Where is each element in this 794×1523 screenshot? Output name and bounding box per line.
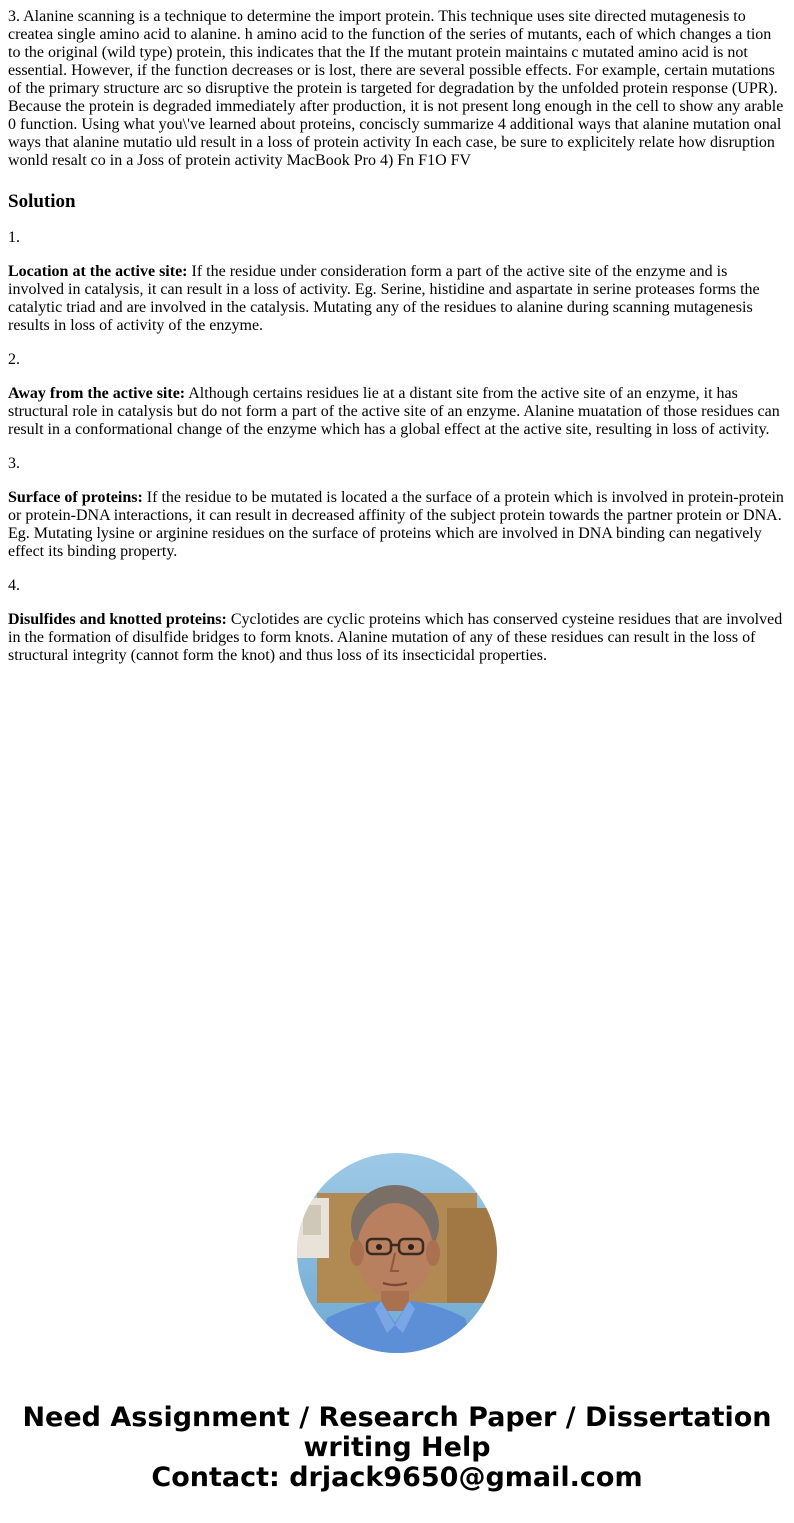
contact-footer [0,1403,794,1493]
footer-contact-line: Contact: drjack9650@gmail.com [151,1462,643,1493]
point-number-3: 3. [8,455,20,472]
point-paragraph-2 [8,385,786,439]
point-text-3: If the residue to be mutated is located a the surface of a protein which is involved in protein-protein or protein-DNA interactions, it can result in decreased affinity of the subject protein towards the partner protein or DNA. Eg. Mutating lysine or arginine residues on the surface of proteins which are involved in DNA binding can negatively effect its binding property. [8,489,784,560]
point-title-2: Away from the active site: [8,385,186,402]
point-title-4: Disulfides and knotted proteins: [8,611,227,628]
point-paragraph-4 [8,611,786,665]
point-text-1: If the residue under consideration form a part of the active site of the enzyme and is involved in catalysis, it can result in a loss of activity. Eg. Serine, histidine and aspartate in serine proteases forms the catalytic triad and are involved in the catalysis. Mutating any of the residues to alanine during scanning mutagenesis results in loss of activity of the enzyme. [8,263,760,334]
point-title-3: Surface of proteins: [8,489,143,506]
point-paragraph-1 [8,263,786,335]
footer-line-2: writing Help [303,1432,491,1463]
question-text: 3. Alanine scanning is a technique to determine the import protein. This technique uses site directed mutagenesis to createa single amino acid to alanine. h amino acid to the function of the series of mutants, each of which changes a tion to the original (wild type) protein, this indicates that the If the mutant protein maintains c mutated amino acid is not essential. However, if the function decreases or is lost, there are several possible effects. For example, certain mutations of the primary structure arc so disruptive the protein is targeted for degradation by the unfolded protein response (UPR). Because the protein is degraded immediately after production, it is not present long enough in the cell to show any arable 0 function. Using what you\'ve learned about proteins, conciscly summarize 4 additional ways that alanine mutation onal ways that alanine mutatio uld result in a loss of protein activity In each case, be sure to explicitely relate how disruption wonld resalt co in a Joss of protein activity MacBook Pro 4) Fn F1O FV [8,8,784,169]
author-photo [297,1153,497,1353]
point-text-2: Although certains residues lie at a distant site from the active site of an enzyme, it has structural role in catalysis but do not form a part of the active site of an enzyme. Alanine muatation of those residues can result in a conformational change of the enzyme which has a global effect at the active site, resulting in loss of activity. [8,385,780,438]
point-title-1: Location at the active site: [8,263,188,280]
point-number-4: 4. [8,577,20,594]
point-paragraph-3 [8,489,786,561]
document-content [8,8,786,665]
solution-heading: Solution [8,191,76,212]
footer-line-1: Need Assignment / Research Paper / Dissertation [22,1402,772,1433]
point-number-2: 2. [8,351,20,368]
point-text-4: Cyclotides are cyclic proteins which has conserved cysteine residues that are involved in the formation of disulfide bridges to form knots. Alanine mutation of any of these residues can result in the loss of structural integrity (cannot form the knot) and thus loss of its insecticidal properties. [8,611,783,664]
point-number-1: 1. [8,229,20,246]
